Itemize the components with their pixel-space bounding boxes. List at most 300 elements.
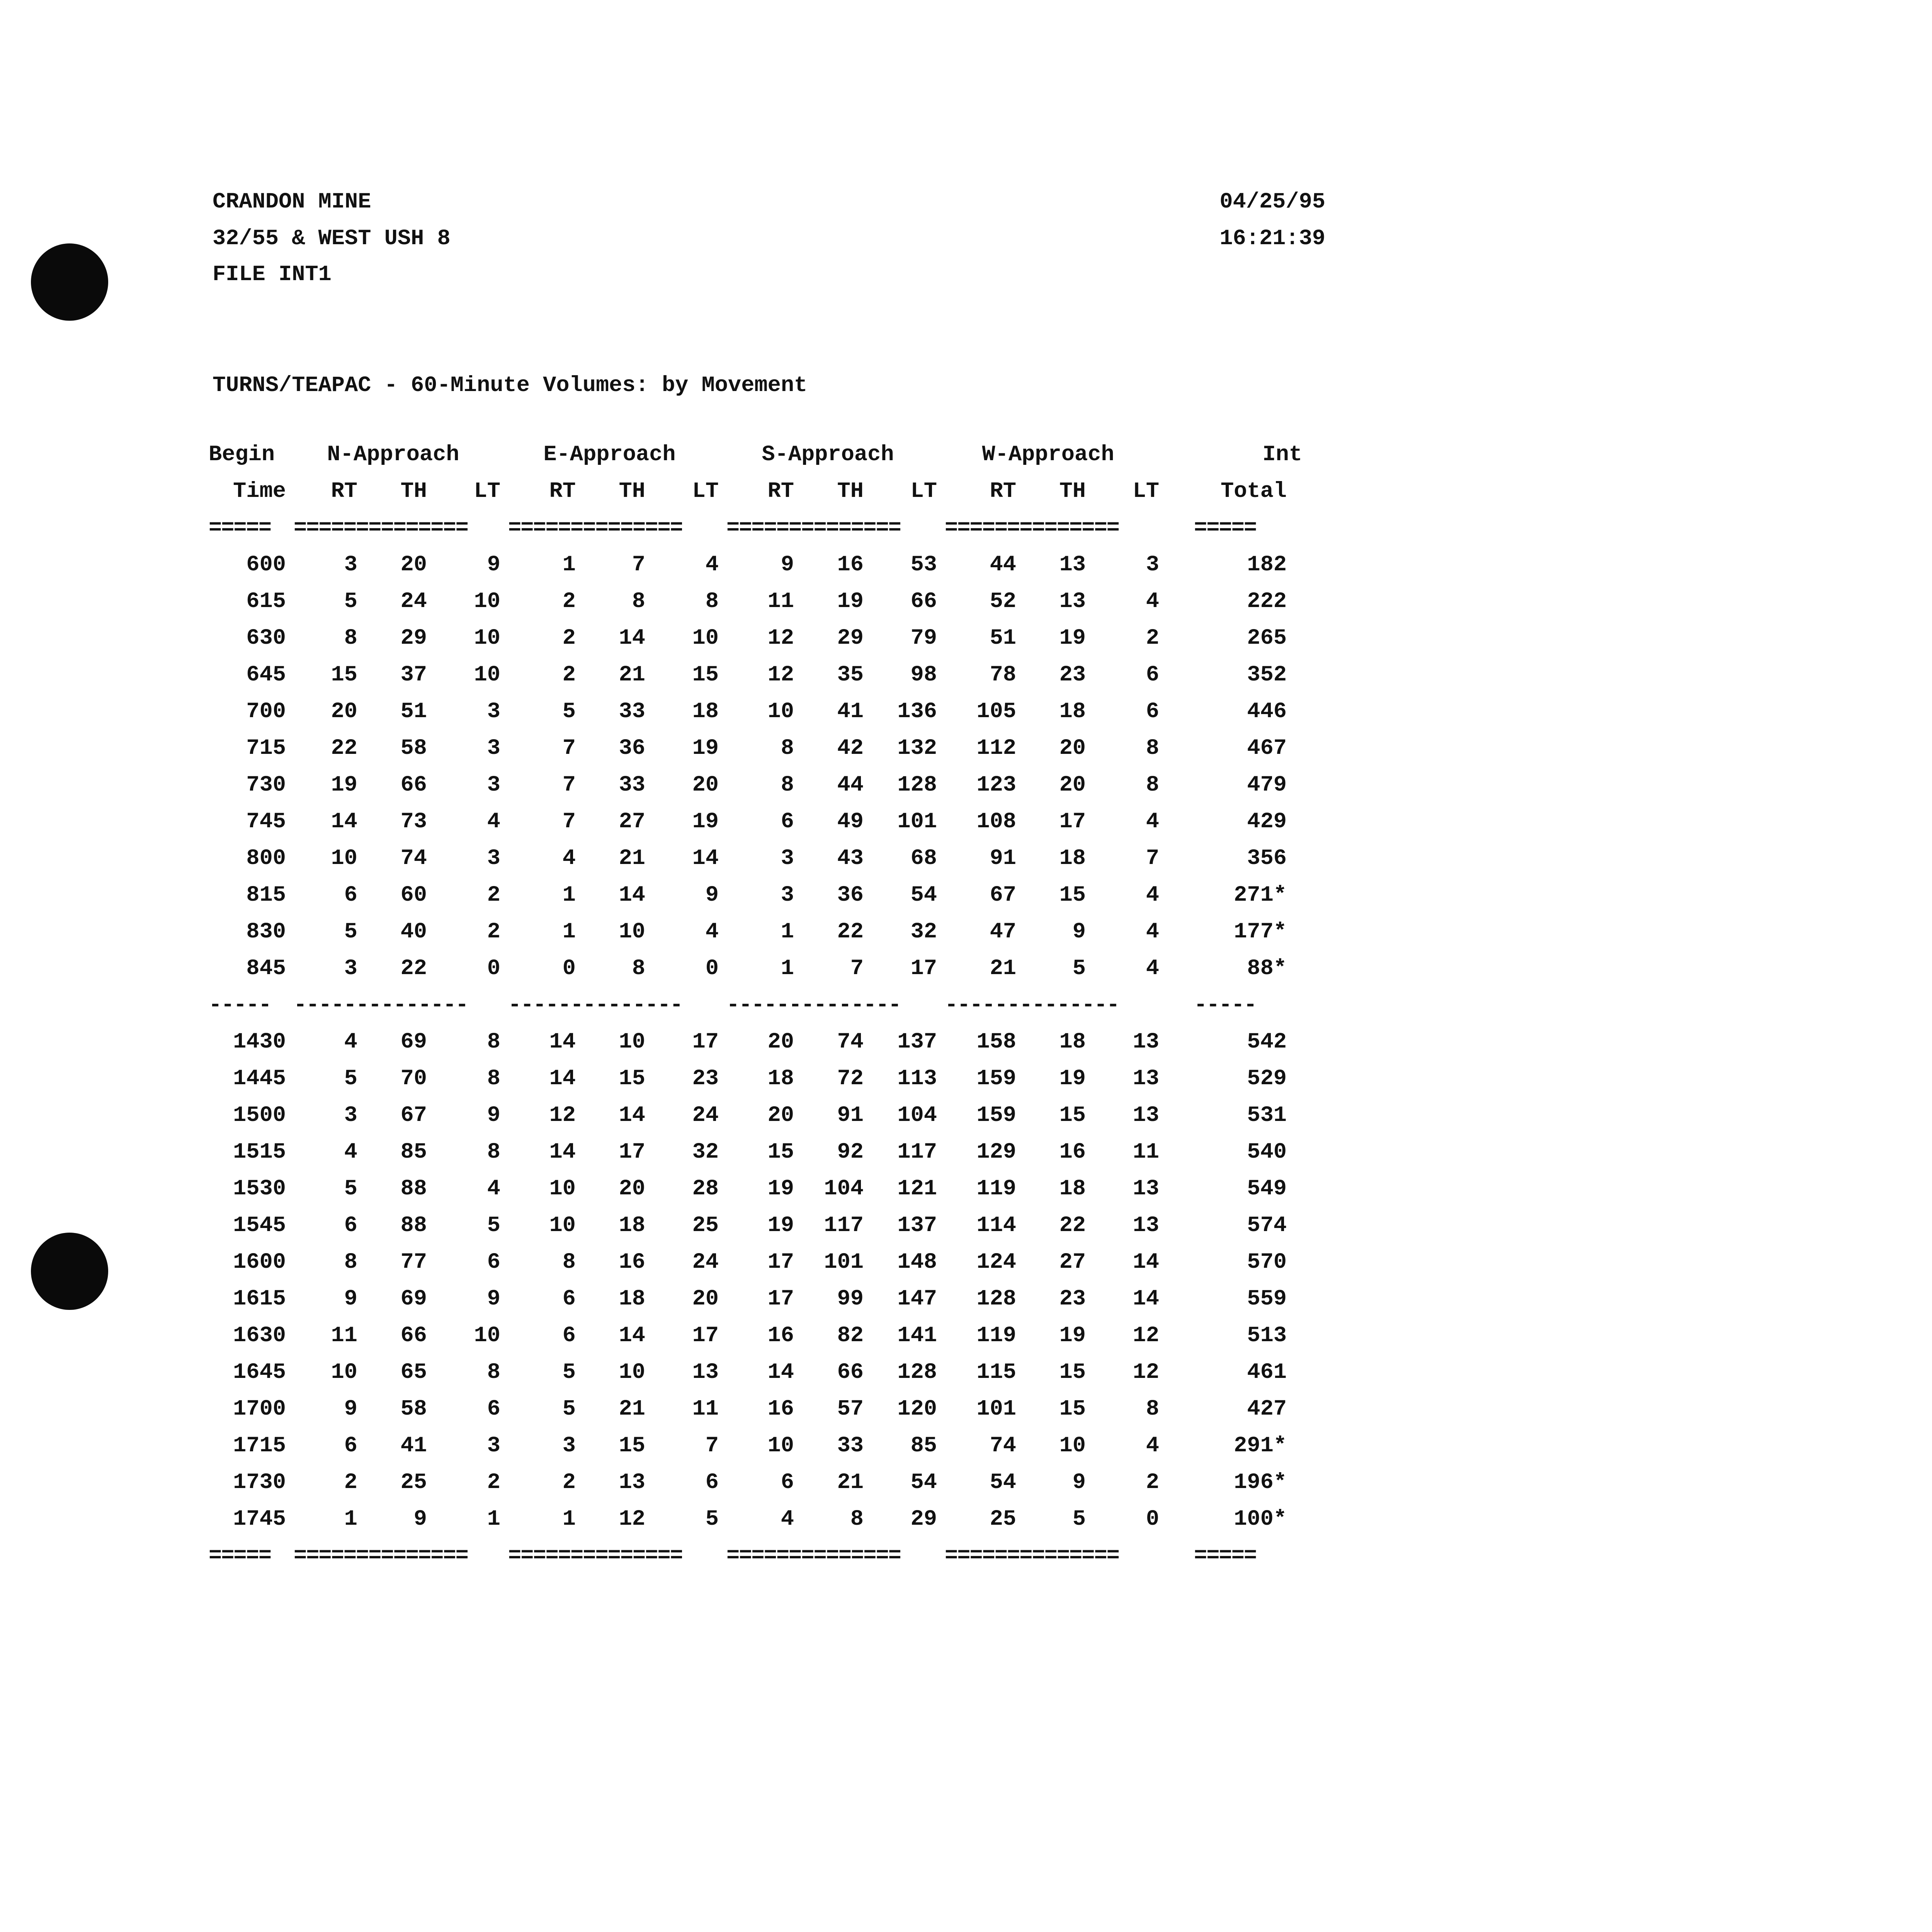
volume-cell: 119 — [976, 1323, 1016, 1348]
dashed-rule-row — [209, 987, 1302, 1024]
begin-time-cell: 1515 — [233, 1140, 286, 1165]
int-total-cell: 479 — [1247, 773, 1287, 798]
volume-cell: 101 — [976, 1397, 1016, 1422]
volume-cell: 44 — [837, 773, 864, 798]
s-approach-header: S-Approach — [762, 442, 894, 467]
double-rule-row — [209, 510, 1302, 547]
int-total-cell: 549 — [1247, 1177, 1287, 1201]
begin-time-cell: 1730 — [233, 1470, 286, 1495]
begin-time-cell: 1645 — [233, 1360, 286, 1385]
table-row — [209, 1244, 1302, 1281]
volume-cell: 35 — [837, 663, 864, 687]
int-total-cell: 100* — [1234, 1507, 1287, 1532]
volume-cell: 101 — [897, 810, 937, 834]
int-total-cell: 429 — [1247, 810, 1287, 834]
begin-time-cell: 1615 — [233, 1287, 286, 1311]
movement-header: RT — [549, 479, 576, 504]
volume-cell: 69 — [400, 1287, 427, 1311]
volume-cell: 36 — [619, 736, 645, 761]
volume-cell: 72 — [837, 1066, 864, 1091]
volume-cell: 137 — [897, 1213, 937, 1238]
int-total-cell: 265 — [1247, 626, 1287, 651]
volume-cell: 0 — [562, 956, 576, 981]
int-total-cell: 196* — [1234, 1470, 1287, 1495]
volume-cell: 17 — [619, 1140, 645, 1165]
volume-cell: 8 — [705, 589, 719, 614]
report-time: 16:21:39 — [1219, 226, 1325, 251]
table-row — [209, 1097, 1302, 1134]
int-total-cell: 574 — [1247, 1213, 1287, 1238]
movement-header: RT — [331, 479, 357, 504]
volume-cell: 98 — [910, 663, 937, 687]
volume-cell: 53 — [910, 553, 937, 577]
volume-cell: 0 — [705, 956, 719, 981]
volume-cell: 66 — [837, 1360, 864, 1385]
volume-cell: 1 — [781, 920, 794, 944]
volume-cell: 19 — [331, 773, 357, 798]
volume-cell: 2 — [344, 1470, 357, 1495]
movement-header: TH — [837, 479, 864, 504]
table-row — [209, 1171, 1302, 1208]
volume-cell: 10 — [692, 626, 719, 651]
table-row — [209, 694, 1302, 730]
rule-segment: ============== — [294, 516, 468, 541]
volume-cell: 10 — [619, 1030, 645, 1054]
volume-cell: 52 — [990, 589, 1016, 614]
volume-cell: 5 — [487, 1213, 500, 1238]
volume-cell: 32 — [910, 920, 937, 944]
table-row — [209, 1024, 1302, 1061]
rule-segment: ===== — [1194, 516, 1257, 541]
int-total-cell: 222 — [1247, 589, 1287, 614]
volume-cell: 15 — [331, 663, 357, 687]
volume-cell: 54 — [910, 883, 937, 908]
volume-cell: 16 — [619, 1250, 645, 1275]
volume-cell: 27 — [619, 810, 645, 834]
volume-cell: 23 — [1059, 663, 1086, 687]
begin-time-cell: 700 — [246, 699, 286, 724]
volume-cell: 8 — [562, 1250, 576, 1275]
int-total-cell: 271* — [1234, 883, 1287, 908]
int-total-cell: 446 — [1247, 699, 1287, 724]
volume-cell: 44 — [990, 553, 1016, 577]
volume-cell: 6 — [344, 883, 357, 908]
volume-cell: 17 — [767, 1287, 794, 1311]
table-row — [209, 1281, 1302, 1318]
volume-cell: 5 — [1072, 1507, 1086, 1532]
volume-cell: 11 — [692, 1397, 719, 1422]
volume-cell: 19 — [767, 1177, 794, 1201]
volume-cell: 2 — [487, 1470, 500, 1495]
volume-cell: 14 — [692, 846, 719, 871]
volume-cell: 13 — [619, 1470, 645, 1495]
volume-cell: 9 — [344, 1287, 357, 1311]
begin-time-cell: 645 — [246, 663, 286, 687]
volume-cell: 6 — [1146, 699, 1159, 724]
volume-cell: 3 — [781, 846, 794, 871]
volume-cell: 115 — [976, 1360, 1016, 1385]
volume-cell: 136 — [897, 699, 937, 724]
volume-cell: 33 — [619, 699, 645, 724]
begin-time-cell: 615 — [246, 589, 286, 614]
volume-cell: 4 — [1146, 956, 1159, 981]
int-header: Int — [1262, 442, 1302, 467]
volume-cell: 10 — [619, 920, 645, 944]
table-row — [209, 730, 1302, 767]
volume-cell: 14 — [619, 1323, 645, 1348]
volume-cell: 15 — [1059, 1360, 1086, 1385]
volume-cell: 158 — [976, 1030, 1016, 1054]
table-row — [209, 840, 1302, 877]
begin-time-cell: 1630 — [233, 1323, 286, 1348]
volume-cell: 1 — [487, 1507, 500, 1532]
file-name: FILE INT1 — [213, 262, 332, 287]
table-row — [209, 1134, 1302, 1171]
movement-header: RT — [990, 479, 1016, 504]
volume-cell: 1 — [562, 1507, 576, 1532]
int-total-cell: 531 — [1247, 1103, 1287, 1128]
volume-cell: 3 — [344, 1103, 357, 1128]
volume-cell: 20 — [1059, 736, 1086, 761]
volume-cell: 67 — [990, 883, 1016, 908]
volume-cell: 5 — [562, 1360, 576, 1385]
volume-cell: 3 — [562, 1434, 576, 1458]
volume-cell: 7 — [1146, 846, 1159, 871]
volume-cell: 29 — [400, 626, 427, 651]
volume-cell: 5 — [1072, 956, 1086, 981]
begin-time-cell: 600 — [246, 553, 286, 577]
int-total-cell: 352 — [1247, 663, 1287, 687]
volume-cell: 117 — [897, 1140, 937, 1165]
volume-cell: 104 — [824, 1177, 864, 1201]
volume-cell: 10 — [619, 1360, 645, 1385]
rule-segment: ============== — [508, 516, 682, 541]
intersection-location: 32/55 & WEST USH 8 — [213, 226, 451, 251]
volume-cell: 29 — [837, 626, 864, 651]
volume-cell: 6 — [562, 1323, 576, 1348]
volume-cell: 66 — [910, 589, 937, 614]
volume-cell: 13 — [1133, 1103, 1159, 1128]
volume-cell: 8 — [1146, 773, 1159, 798]
volume-cell: 27 — [1059, 1250, 1086, 1275]
volume-cell: 19 — [1059, 1323, 1086, 1348]
volume-cell: 4 — [705, 553, 719, 577]
volume-cell: 22 — [400, 956, 427, 981]
volume-cell: 74 — [990, 1434, 1016, 1458]
report-title: TURNS/TEAPAC - 60-Minute Volumes: by Movement — [213, 373, 808, 398]
volume-cell: 2 — [562, 589, 576, 614]
volume-cell: 51 — [990, 626, 1016, 651]
int-total-cell: 291* — [1234, 1434, 1287, 1458]
volume-cell: 9 — [413, 1507, 427, 1532]
volume-cell: 2 — [487, 920, 500, 944]
volume-cell: 112 — [976, 736, 1016, 761]
volume-cell: 13 — [1133, 1177, 1159, 1201]
int-total-cell: 88* — [1247, 956, 1287, 981]
volume-cell: 20 — [692, 773, 719, 798]
volume-cell: 37 — [400, 663, 427, 687]
volume-cell: 29 — [910, 1507, 937, 1532]
volume-cell: 6 — [1146, 663, 1159, 687]
volume-cell: 66 — [400, 773, 427, 798]
volume-cell: 20 — [619, 1177, 645, 1201]
volume-cell: 15 — [692, 663, 719, 687]
volume-cell: 10 — [767, 699, 794, 724]
volume-cell: 2 — [1146, 1470, 1159, 1495]
volume-cell: 104 — [897, 1103, 937, 1128]
volume-cell: 2 — [562, 1470, 576, 1495]
volume-cell: 132 — [897, 736, 937, 761]
volume-cell: 10 — [331, 1360, 357, 1385]
volume-cell: 14 — [619, 883, 645, 908]
volume-cell: 5 — [344, 1177, 357, 1201]
volume-cell: 10 — [1059, 1434, 1086, 1458]
binder-hole-top — [31, 243, 108, 321]
volume-cell: 77 — [400, 1250, 427, 1275]
int-total-cell: 356 — [1247, 846, 1287, 871]
volume-cell: 4 — [1146, 810, 1159, 834]
double-rule-row — [209, 1538, 1302, 1575]
volume-cell: 54 — [990, 1470, 1016, 1495]
int-total-cell: 467 — [1247, 736, 1287, 761]
table-row — [209, 1501, 1302, 1538]
rule-segment: ===== — [1194, 1544, 1257, 1568]
begin-time-cell: 815 — [246, 883, 286, 908]
volume-cell: 4 — [1146, 920, 1159, 944]
volume-cell: 11 — [1133, 1140, 1159, 1165]
volume-cell: 18 — [619, 1287, 645, 1311]
volume-cell: 3 — [344, 553, 357, 577]
begin-time-cell: 1700 — [233, 1397, 286, 1422]
int-total-cell: 177* — [1234, 920, 1287, 944]
volume-cell: 4 — [1146, 883, 1159, 908]
volume-cell: 3 — [487, 1434, 500, 1458]
volume-cell: 8 — [850, 1507, 864, 1532]
volume-cell: 69 — [400, 1030, 427, 1054]
volume-cell: 15 — [619, 1434, 645, 1458]
volume-cell: 19 — [1059, 626, 1086, 651]
volume-cell: 65 — [400, 1360, 427, 1385]
volume-cell: 128 — [897, 773, 937, 798]
rule-segment: -------------- — [945, 993, 1119, 1018]
volume-cell: 8 — [487, 1360, 500, 1385]
rule-segment: ============== — [508, 1544, 682, 1568]
volume-cell: 3 — [487, 699, 500, 724]
volume-cell: 124 — [976, 1250, 1016, 1275]
volume-cell: 123 — [976, 773, 1016, 798]
volume-cell: 15 — [619, 1066, 645, 1091]
volume-cell: 113 — [897, 1066, 937, 1091]
volume-cell: 12 — [767, 663, 794, 687]
volume-cell: 9 — [487, 1287, 500, 1311]
volume-cell: 21 — [990, 956, 1016, 981]
report-date: 04/25/95 — [1219, 190, 1325, 214]
volume-cell: 13 — [1133, 1030, 1159, 1054]
volume-cell: 32 — [692, 1140, 719, 1165]
volume-cell: 8 — [344, 626, 357, 651]
volume-cell: 8 — [1146, 1397, 1159, 1422]
project-name: CRANDON MINE — [213, 190, 371, 214]
volume-cell: 4 — [344, 1030, 357, 1054]
volume-cell: 15 — [1059, 883, 1086, 908]
rule-segment: -------------- — [726, 993, 901, 1018]
volume-cell: 74 — [837, 1030, 864, 1054]
volume-cell: 108 — [976, 810, 1016, 834]
rule-segment: -------------- — [508, 993, 682, 1018]
volume-cell: 24 — [692, 1103, 719, 1128]
table-row — [209, 767, 1302, 804]
volume-cell: 14 — [1133, 1250, 1159, 1275]
volume-cell: 1 — [781, 956, 794, 981]
volume-cell: 10 — [767, 1434, 794, 1458]
volume-cell: 41 — [837, 699, 864, 724]
volume-cell: 10 — [474, 626, 500, 651]
begin-time-cell: 1715 — [233, 1434, 286, 1458]
volume-cell: 0 — [487, 956, 500, 981]
movement-header: TH — [619, 479, 645, 504]
rule-segment: ============== — [945, 516, 1119, 541]
volume-cell: 18 — [692, 699, 719, 724]
volume-cell: 9 — [781, 553, 794, 577]
rule-segment: ============== — [726, 1544, 901, 1568]
volume-cell: 17 — [910, 956, 937, 981]
volume-cell: 8 — [781, 773, 794, 798]
volume-cell: 14 — [767, 1360, 794, 1385]
volume-cell: 0 — [1146, 1507, 1159, 1532]
volume-cell: 4 — [781, 1507, 794, 1532]
volume-cell: 3 — [487, 773, 500, 798]
movement-header: RT — [767, 479, 794, 504]
volume-cell: 19 — [837, 589, 864, 614]
table-row — [209, 1391, 1302, 1428]
volume-cell: 22 — [837, 920, 864, 944]
volume-cell: 66 — [400, 1323, 427, 1348]
volume-cell: 16 — [837, 553, 864, 577]
volume-cell: 51 — [400, 699, 427, 724]
volume-cell: 16 — [767, 1323, 794, 1348]
movement-header: LT — [910, 479, 937, 504]
volume-cell: 8 — [487, 1140, 500, 1165]
volume-cell: 68 — [910, 846, 937, 871]
volume-cell: 85 — [910, 1434, 937, 1458]
volume-cell: 19 — [767, 1213, 794, 1238]
volume-cell: 21 — [619, 1397, 645, 1422]
volume-cell: 128 — [976, 1287, 1016, 1311]
volume-cell: 119 — [976, 1177, 1016, 1201]
volume-cell: 17 — [767, 1250, 794, 1275]
volume-cell: 4 — [562, 846, 576, 871]
volume-cell: 14 — [331, 810, 357, 834]
volume-cell: 6 — [487, 1397, 500, 1422]
volume-cell: 7 — [562, 736, 576, 761]
volume-cell: 47 — [990, 920, 1016, 944]
volume-cell: 91 — [990, 846, 1016, 871]
volume-cell: 8 — [1146, 736, 1159, 761]
volume-cell: 16 — [767, 1397, 794, 1422]
volume-cell: 159 — [976, 1066, 1016, 1091]
volume-cell: 14 — [619, 626, 645, 651]
volume-cell: 19 — [1059, 1066, 1086, 1091]
volume-cell: 9 — [1072, 1470, 1086, 1495]
volume-cell: 19 — [692, 810, 719, 834]
volume-cell: 7 — [562, 810, 576, 834]
begin-time-cell: 745 — [246, 810, 286, 834]
volume-cell: 8 — [344, 1250, 357, 1275]
volume-cell: 21 — [619, 663, 645, 687]
volume-cell: 14 — [549, 1140, 576, 1165]
volume-cell: 8 — [632, 956, 645, 981]
rule-segment: ============== — [726, 516, 901, 541]
rule-segment: ============== — [945, 1544, 1119, 1568]
volume-cell: 9 — [1072, 920, 1086, 944]
volume-cell: 7 — [850, 956, 864, 981]
volume-cell: 4 — [1146, 1434, 1159, 1458]
n-approach-header: N-Approach — [327, 442, 459, 467]
volume-cell: 3 — [1146, 553, 1159, 577]
volume-cell: 20 — [1059, 773, 1086, 798]
int-total-cell: 570 — [1247, 1250, 1287, 1275]
volume-cell: 24 — [400, 589, 427, 614]
volume-cell: 117 — [824, 1213, 864, 1238]
volume-cell: 10 — [331, 846, 357, 871]
table-body — [209, 510, 1302, 1575]
binder-hole-middle — [31, 1233, 108, 1310]
w-approach-header: W-Approach — [982, 442, 1114, 467]
volume-cell: 159 — [976, 1103, 1016, 1128]
volume-cell: 8 — [487, 1030, 500, 1054]
volume-cell: 6 — [344, 1213, 357, 1238]
rule-segment: ----- — [1194, 993, 1257, 1018]
volume-cell: 42 — [837, 736, 864, 761]
begin-time-cell: 1545 — [233, 1213, 286, 1238]
volume-cell: 2 — [562, 626, 576, 651]
volume-cell: 4 — [1146, 589, 1159, 614]
volume-cell: 8 — [487, 1066, 500, 1091]
table-header — [209, 437, 1302, 510]
volume-cell: 4 — [705, 920, 719, 944]
volume-cell: 147 — [897, 1287, 937, 1311]
volume-cell: 92 — [837, 1140, 864, 1165]
volume-cell: 20 — [767, 1030, 794, 1054]
volume-cell: 120 — [897, 1397, 937, 1422]
e-approach-header: E-Approach — [543, 442, 676, 467]
int-total-cell: 540 — [1247, 1140, 1287, 1165]
volume-cell: 13 — [1133, 1213, 1159, 1238]
volume-cell: 21 — [619, 846, 645, 871]
volume-cell: 73 — [400, 810, 427, 834]
begin-time-cell: 1745 — [233, 1507, 286, 1532]
volume-cell: 10 — [474, 589, 500, 614]
volume-cell: 13 — [1059, 553, 1086, 577]
volume-cell: 25 — [990, 1507, 1016, 1532]
volume-cell: 70 — [400, 1066, 427, 1091]
volume-cell: 1 — [562, 883, 576, 908]
table-row — [209, 620, 1302, 657]
volume-cell: 18 — [1059, 1030, 1086, 1054]
begin-time-cell: 1430 — [233, 1030, 286, 1054]
volume-cell: 128 — [897, 1360, 937, 1385]
table-row — [209, 1061, 1302, 1097]
volume-cell: 19 — [692, 736, 719, 761]
begin-time-cell: 1530 — [233, 1177, 286, 1201]
volume-cell: 58 — [400, 736, 427, 761]
volume-cell: 11 — [767, 589, 794, 614]
volume-cell: 8 — [632, 589, 645, 614]
volume-cell: 1 — [562, 553, 576, 577]
volume-cell: 17 — [692, 1323, 719, 1348]
volume-cell: 20 — [767, 1103, 794, 1128]
volume-cell: 36 — [837, 883, 864, 908]
